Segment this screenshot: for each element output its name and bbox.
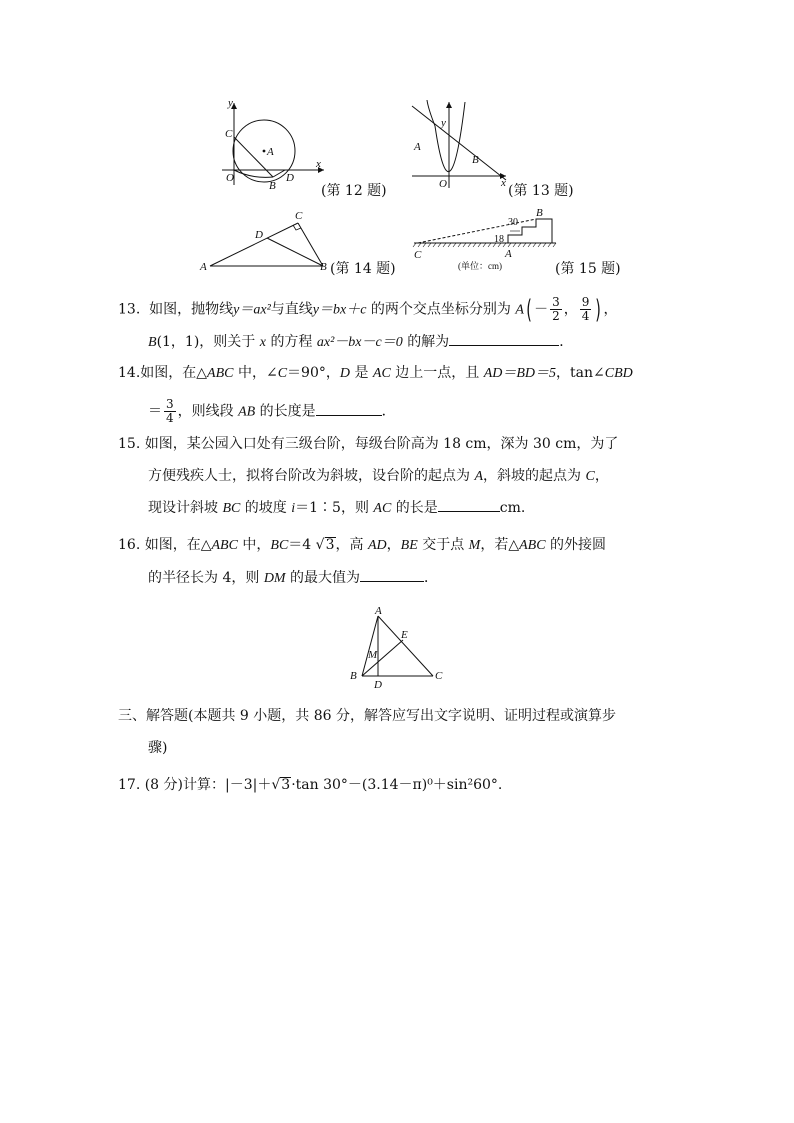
q13-answer-blank[interactable] xyxy=(449,332,559,346)
f16-label-M: M xyxy=(368,649,378,661)
f12-label-C: C xyxy=(225,128,233,140)
f16-label-C: C xyxy=(435,670,443,682)
q15-answer-blank[interactable] xyxy=(438,498,500,512)
figure-14-caption: (第 14 题) xyxy=(330,261,396,277)
section-3-heading: 三、解答题(本题共 9 小题，共 86 分，解答应写出文字说明、证明过程或演算步 xyxy=(118,708,616,724)
figure-12 xyxy=(212,95,332,190)
question-15-line3: 现设计斜坡 BC 的坡度 i＝1∶5，则 AC 的长是 cm. xyxy=(148,500,526,516)
f16-label-A: A xyxy=(375,605,382,617)
question-16-line1: 16. 如图，在△ABC 中，BC＝4 √3，高 AD，BE 交于点 M，若△ABC 的外接圆 xyxy=(118,537,607,553)
fraction-3-4: $\frac{3}{4}$ xyxy=(166,397,174,425)
f14-label-C: C xyxy=(295,210,303,222)
f13-label-O: O xyxy=(439,178,447,190)
f13-label-y: y xyxy=(441,117,446,129)
question-14-line1: 14.如图，在△ABC 中，∠C＝90°，D 是 AC 边上一点，且 AD＝BD＝5，tan∠CBD xyxy=(118,365,633,381)
f16-label-E: E xyxy=(401,629,408,641)
f13-label-B: B xyxy=(472,154,479,166)
question-16-line2: 的半径长为 4，则 DM 的最大值为 ． xyxy=(148,570,439,586)
f16-label-B: B xyxy=(350,670,357,682)
section-3-heading-line2: 骤) xyxy=(148,740,168,756)
f15-label-A: A xyxy=(505,248,512,260)
fraction-9-4: $\frac{9}{4}$ xyxy=(581,295,590,323)
f15-label-C: C xyxy=(414,249,422,261)
figure-15-caption: (第 15 题) xyxy=(555,261,621,277)
question-15-line2: 方便残疾人士，拟将台阶改为斜坡，设台阶的起点为 A，斜坡的起点为 C， xyxy=(148,468,609,484)
f12-label-O: O xyxy=(226,172,234,184)
figure-14 xyxy=(198,208,338,276)
fraction-neg-3-2: $\frac{3}{2}$ xyxy=(552,295,560,323)
f15-label-30: 30 xyxy=(508,217,518,228)
f12-label-B: B xyxy=(269,180,276,192)
q13-number: 13. xyxy=(118,301,141,318)
f12-label-x: x xyxy=(316,158,321,170)
question-13-line1: 13. 如图，抛物线y＝ax²与直线y＝bx＋c 的两个交点坐标分别为 A( － $\frac{3}{2}$ ， $\frac{9}{4}$ ) ， xyxy=(118,294,618,325)
f15-label-B: B xyxy=(536,207,543,219)
f14-label-D: D xyxy=(255,229,263,241)
f13-label-x: x xyxy=(501,177,506,189)
question-15-line1: 15. 如图，某公园入口处有三级台阶，每级台阶高为 18 cm，深为 30 cm，为了 xyxy=(118,436,619,452)
figure-13-caption: (第 13 题) xyxy=(508,183,574,199)
q16-answer-blank[interactable] xyxy=(360,568,424,582)
question-17: 17. (8 分)计算：|－3|＋√3·tan 30°－(3.14－π)⁰＋sin²60°. xyxy=(118,777,503,793)
q14-answer-blank[interactable] xyxy=(316,402,382,416)
f13-label-A: A xyxy=(414,141,421,153)
figure-16 xyxy=(345,604,450,690)
f12-label-A: A xyxy=(267,146,274,158)
question-13-line2: B(1，1)，则关于 x 的方程 ax²－bx－c＝0 的解为 ． xyxy=(148,334,574,350)
figure-13 xyxy=(408,98,516,190)
figure-15 xyxy=(410,205,560,277)
f15-label-18: 18 xyxy=(494,234,504,245)
f14-label-B: B xyxy=(320,261,327,273)
question-14-line2: ＝ $\frac{3}{4}$ ，则线段 AB 的长度是 ． xyxy=(148,397,396,425)
figure-12-caption: (第 12 题) xyxy=(321,183,387,199)
f12-label-D: D xyxy=(286,172,294,184)
f16-label-D: D xyxy=(374,679,382,691)
f15-unit: (单位：cm) xyxy=(458,261,502,271)
f12-label-y: y xyxy=(228,97,233,109)
f14-label-A: A xyxy=(200,261,207,273)
